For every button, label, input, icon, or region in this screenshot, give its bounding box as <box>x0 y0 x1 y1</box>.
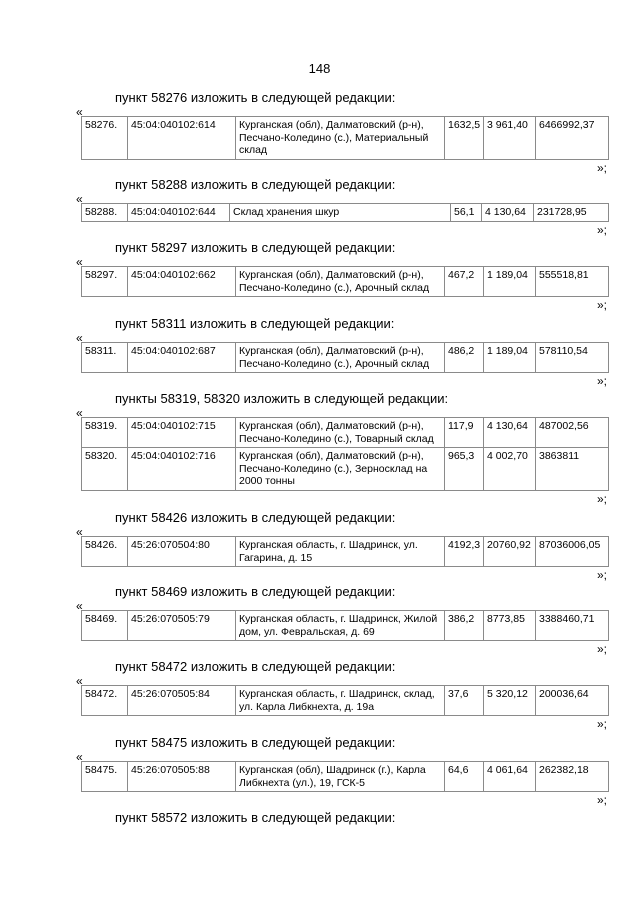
address-cell: Курганская область, г. Шадринск, ул. Гагарина, д. 15 <box>236 537 445 567</box>
area-cell: 486,2 <box>445 343 484 373</box>
table-row <box>82 117 609 160</box>
record-table <box>81 761 609 792</box>
area-cell: 117,9 <box>445 418 484 448</box>
item-number-cell: 58472. <box>82 686 128 716</box>
opening-quote: « <box>76 599 83 613</box>
table-row <box>82 204 609 222</box>
amendment-heading: пункт 58297 изложить в следующей редакции: <box>115 240 396 255</box>
cadastral-number-cell: 45:04:040102:716 <box>128 448 236 491</box>
closing-quote: »; <box>597 223 608 237</box>
amendment-heading: пункт 58311 изложить в следующей редакции: <box>115 316 395 331</box>
opening-quote: « <box>76 674 83 688</box>
rate-cell: 3 961,40 <box>484 117 536 160</box>
value-cell: 6466992,37 <box>536 117 609 160</box>
opening-quote: « <box>76 105 83 119</box>
table-row <box>82 343 609 373</box>
cadastral-number-cell: 45:04:040102:644 <box>128 204 230 222</box>
closing-quote: »; <box>597 374 608 388</box>
record-table <box>81 342 609 373</box>
amendment-heading: пункт 58572 изложить в следующей редакции: <box>115 810 396 825</box>
item-number-cell: 58297. <box>82 267 128 297</box>
table-row <box>82 537 609 567</box>
record-table <box>81 203 609 222</box>
value-cell: 3863811 <box>536 448 609 491</box>
rate-cell: 8773,85 <box>484 611 536 641</box>
value-cell: 262382,18 <box>536 762 609 792</box>
amendment-heading: пункт 58469 изложить в следующей редакции: <box>115 584 396 599</box>
closing-quote: »; <box>597 161 608 175</box>
table-row <box>82 418 609 448</box>
rate-cell: 5 320,12 <box>484 686 536 716</box>
closing-quote: »; <box>597 492 608 506</box>
cadastral-number-cell: 45:04:040102:715 <box>128 418 236 448</box>
area-cell: 467,2 <box>445 267 484 297</box>
item-number-cell: 58426. <box>82 537 128 567</box>
cadastral-number-cell: 45:04:040102:662 <box>128 267 236 297</box>
address-cell: Курганская (обл), Шадринск (г.), Карла Либкнехта (ул.), 19, ГСК-5 <box>236 762 445 792</box>
cadastral-number-cell: 45:26:070504:80 <box>128 537 236 567</box>
closing-quote: »; <box>597 717 608 731</box>
cadastral-number-cell: 45:04:040102:614 <box>128 117 236 160</box>
area-cell: 37,6 <box>445 686 484 716</box>
amendment-heading: пункт 58276 изложить в следующей редакции: <box>115 90 396 105</box>
rate-cell: 20760,92 <box>484 537 536 567</box>
amendment-heading: пункт 58472 изложить в следующей редакции: <box>115 659 396 674</box>
cadastral-number-cell: 45:26:070505:79 <box>128 611 236 641</box>
item-number-cell: 58311. <box>82 343 128 373</box>
cadastral-number-cell: 45:04:040102:687 <box>128 343 236 373</box>
value-cell: 231728,95 <box>534 204 609 222</box>
page-number: 148 <box>308 61 331 76</box>
area-cell: 965,3 <box>445 448 484 491</box>
address-cell: Курганская (обл), Далматовский (р-н), Песчано-Коледино (с.), Арочный склад <box>236 267 445 297</box>
amendment-heading: пункты 58319, 58320 изложить в следующей редакции: <box>115 391 449 406</box>
opening-quote: « <box>76 255 83 269</box>
item-number-cell: 58319. <box>82 418 128 448</box>
opening-quote: « <box>76 525 83 539</box>
closing-quote: »; <box>597 793 608 807</box>
address-cell: Курганская (обл), Далматовский (р-н), Песчано-Коледино (с.), Материальный склад <box>236 117 445 160</box>
amendment-heading: пункт 58288 изложить в следующей редакции: <box>115 177 396 192</box>
record-table <box>81 685 609 716</box>
rate-cell: 1 189,04 <box>484 343 536 373</box>
rate-cell: 1 189,04 <box>484 267 536 297</box>
address-cell: Склад хранения шкур <box>230 204 451 222</box>
table-row <box>82 267 609 297</box>
item-number-cell: 58469. <box>82 611 128 641</box>
amendment-heading: пункт 58426 изложить в следующей редакции: <box>115 510 396 525</box>
value-cell: 578110,54 <box>536 343 609 373</box>
address-cell: Курганская (обл), Далматовский (р-н), Песчано-Коледино (с.), Товарный склад <box>236 418 445 448</box>
closing-quote: »; <box>597 298 608 312</box>
value-cell: 200036,64 <box>536 686 609 716</box>
cadastral-number-cell: 45:26:070505:84 <box>128 686 236 716</box>
area-cell: 64,6 <box>445 762 484 792</box>
item-number-cell: 58288. <box>82 204 128 222</box>
record-table <box>81 610 609 641</box>
area-cell: 386,2 <box>445 611 484 641</box>
opening-quote: « <box>76 406 83 420</box>
opening-quote: « <box>76 331 83 345</box>
rate-cell: 4 061,64 <box>484 762 536 792</box>
table-row <box>82 448 609 491</box>
closing-quote: »; <box>597 642 608 656</box>
opening-quote: « <box>76 192 83 206</box>
cadastral-number-cell: 45:26:070505:88 <box>128 762 236 792</box>
closing-quote: »; <box>597 568 608 582</box>
table-row <box>82 762 609 792</box>
value-cell: 555518,81 <box>536 267 609 297</box>
record-table <box>81 417 609 491</box>
address-cell: Курганская (обл), Далматовский (р-н), Песчано-Коледино (с.), Арочный склад <box>236 343 445 373</box>
opening-quote: « <box>76 750 83 764</box>
record-table <box>81 266 609 297</box>
area-cell: 4192,3 <box>445 537 484 567</box>
amendment-heading: пункт 58475 изложить в следующей редакции: <box>115 735 396 750</box>
value-cell: 487002,56 <box>536 418 609 448</box>
value-cell: 87036006,05 <box>536 537 609 567</box>
address-cell: Курганская область, г. Шадринск, склад, ул. Карла Либкнехта, д. 19а <box>236 686 445 716</box>
record-table <box>81 116 609 160</box>
rate-cell: 4 130,64 <box>482 204 534 222</box>
item-number-cell: 58276. <box>82 117 128 160</box>
address-cell: Курганская (обл), Далматовский (р-н), Песчано-Коледино (с.), Зерносклад на 2000 тонны <box>236 448 445 491</box>
address-cell: Курганская область, г. Шадринск, Жилой дом, ул. Февральская, д. 69 <box>236 611 445 641</box>
table-row <box>82 686 609 716</box>
table-row <box>82 611 609 641</box>
value-cell: 3388460,71 <box>536 611 609 641</box>
item-number-cell: 58475. <box>82 762 128 792</box>
area-cell: 56,1 <box>451 204 482 222</box>
item-number-cell: 58320. <box>82 448 128 491</box>
record-table <box>81 536 609 567</box>
rate-cell: 4 130,64 <box>484 418 536 448</box>
area-cell: 1632,5 <box>445 117 484 160</box>
rate-cell: 4 002,70 <box>484 448 536 491</box>
